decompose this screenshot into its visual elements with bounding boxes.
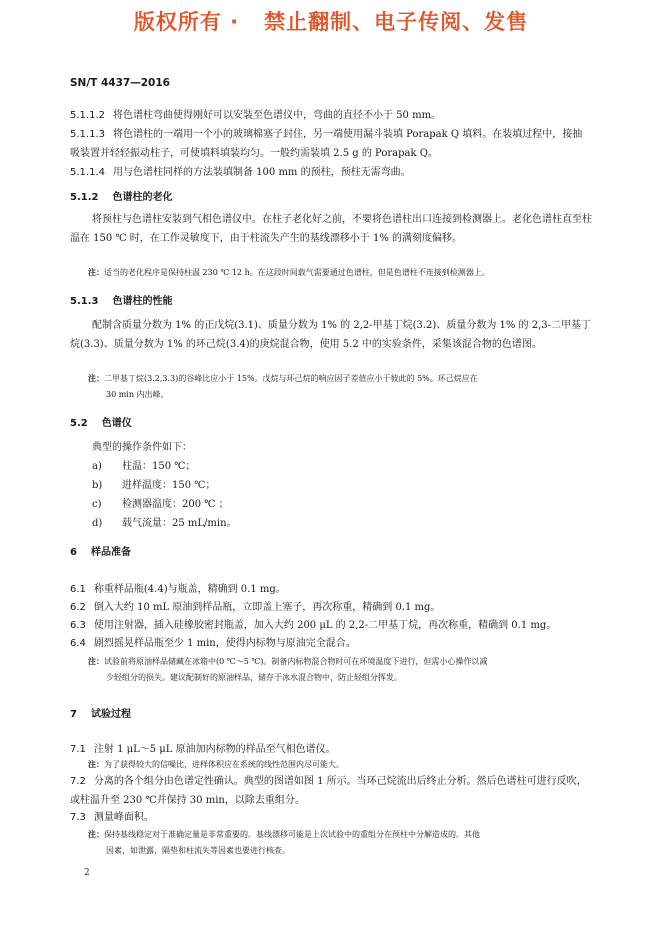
note-text: 二甲基丁烷(3.2,3.3)的谷峰比应小于 15%。戊烷与环己烷的响应因子差值应小于彼此的 5%。环己烷应在: [104, 374, 478, 383]
clause-number: 7.3: [70, 812, 86, 823]
section-number: 5.1.2: [70, 192, 99, 203]
list-text: 载气流量：25 mL/min。: [122, 518, 237, 529]
section-title: 样品准备: [90, 547, 131, 558]
clause-number: 6.2: [70, 602, 86, 613]
clause-number: 6.3: [70, 620, 86, 631]
section-title: 色谱仪: [101, 418, 132, 429]
clause-5-1-1-4: [70, 163, 592, 182]
clause-6-2: [70, 598, 592, 617]
clause-number: 7.1: [70, 744, 86, 755]
clause-number: 5.1.1.2: [70, 110, 105, 121]
clause-text: 将色谱柱弯曲使得刚好可以安装至色谱仪中，弯曲的直径不小于 50 mm。: [113, 110, 442, 121]
paragraph-5-1-2: 将预柱与色谱柱安装到气相色谱仪中。在柱子老化好之前，不要将色谱柱出口连接到检测器上。老化色谱柱直至柱温在 150 ℃ 时，在工作灵敏度下，由于柱流失产生的基线漂移小于 1% 的满刻度偏移。: [70, 214, 592, 244]
standard-code: SN/T 4437—2016: [70, 77, 170, 89]
list-label: b): [92, 480, 103, 491]
note-text: 适当的老化程序是保持柱温 230 ℃ 12 h。在这段时间载气需要通过色谱柱，但是色谱柱不连接到检测器上。: [104, 268, 490, 277]
clause-text: 倒入大约 10 mL 原油到样品瓶，立即盖上塞子，再次称重，精确到 0.1 mg。: [93, 602, 441, 613]
paragraph-5-2-intro: 典型的操作条件如下：: [92, 442, 192, 453]
page-number: 2: [84, 868, 90, 878]
note-7-3-continued: 因素，如泄露，隔垫和柱流失等因素也要进行核查。: [106, 846, 290, 855]
list-item: [70, 514, 592, 533]
clause-text: 使用注射器，插入硅橡胶密封瓶盖，加入大约 200 μL 的 2,2-二甲基丁烷，再次称重，精确到 0.1 mg。: [93, 620, 557, 631]
list-text: 进样温度：150 ℃；: [122, 480, 216, 491]
note-label: 注：: [88, 268, 104, 277]
section-title: 试验过程: [90, 709, 131, 720]
clause-text: 用与色谱柱同样的方法装填制备 100 mm 的预柱，预柱无需弯曲。: [113, 167, 411, 178]
watermark-banner: 版权所有 · 禁止翻制、电子传阅、发售: [133, 10, 529, 34]
clause-number: 6.1: [70, 584, 86, 595]
list-label: c): [92, 499, 102, 510]
clause-text: 剧烈摇晃样品瓶至少 1 min，使得内标物与原油完全混合。: [93, 638, 356, 649]
section-number: 5.2: [70, 418, 88, 429]
clause-text: 测量峰面积。: [93, 812, 154, 823]
paragraph-5-1-3: 配制含质量分数为 1% 的正戊烷(3.1)、质量分数为 1% 的 2,2-甲基丁烷(3.2)、质量分数为 1% 的 2,3-二甲基丁烷(3.3)、质量分数为 1% 的环己烷(3.4)的庚烷混合物，使用 5.2 中的实验条件，采集该混合物的色谱图。: [70, 320, 591, 350]
conditions-list: [70, 457, 592, 533]
section-heading-6: [70, 543, 592, 562]
clause-text: 称重样品瓶(4.4)与瓶盖，精确到 0.1 mg。: [93, 584, 286, 595]
clause-text: 注射 1 μL～5 μL 原油加内标物的样品至气相色谱仪。: [93, 744, 336, 755]
section-number: 6: [70, 547, 77, 558]
note-5-1-2: [70, 265, 610, 280]
note-label: 注：: [88, 760, 104, 769]
note-text: 保持基线稳定对于准确定量是非常重要的。基线漂移可能是上次试验中的重组分在预柱中分解造成的。其他: [104, 830, 480, 839]
note-7-1: [70, 757, 610, 772]
note-6-continued: 少轻组分的损失。建议配制好的原油样品，储存于冰水混合物中，防止轻组分挥发。: [106, 673, 402, 682]
section-title: 色谱柱的性能: [112, 296, 173, 307]
section-heading-5-2: [70, 414, 592, 433]
clause-number: 5.1.1.3: [70, 129, 105, 140]
clause-5-1-1-3: [70, 125, 592, 163]
clause-5-1-1-2: [70, 106, 592, 125]
section-heading-5-1-2: [70, 188, 592, 207]
clause-6-3: [70, 616, 592, 635]
note-label: 注：: [88, 657, 104, 666]
note-label: 注：: [88, 374, 104, 383]
list-item: [70, 495, 592, 514]
section-heading-5-1-3: [70, 292, 592, 311]
list-label: d): [92, 518, 103, 529]
note-label: 注：: [88, 830, 104, 839]
clause-6-1: [70, 580, 592, 599]
list-item: [70, 457, 592, 476]
note-text: 试验前将原油样品储藏在冰箱中(0 ℃～5 ℃)。制备内标物混合物时可在环境温度下进行，但需小心操作以减: [104, 657, 488, 666]
section-number: 7: [70, 709, 77, 720]
clause-6-4: [70, 634, 592, 653]
section-title: 色谱柱的老化: [112, 192, 173, 203]
list-text: 柱温：150 ℃；: [122, 461, 196, 472]
list-item: [70, 476, 592, 495]
note-6: [70, 654, 610, 669]
clause-number: 7.2: [70, 776, 86, 787]
section-heading-7: [70, 705, 592, 724]
clause-number: 5.1.1.4: [70, 167, 105, 178]
clause-text: 将色谱柱的一端用一个小的玻璃棉塞子封住，另一端使用漏斗装填 Porapak Q 填料。在装填过程中，接抽吸装置并轻轻振动柱子，可使填料填装均匀。一般约需装填 2.5 g 的 Porapak Q。: [70, 129, 583, 159]
note-7-3: [70, 827, 610, 842]
clause-number: 6.4: [70, 638, 86, 649]
clause-7-3: [70, 808, 592, 827]
note-5-1-3: [70, 371, 610, 386]
clause-7-2: [70, 772, 592, 810]
clause-text: 分离的各个组分由色谱定性确认。典型的图谱如图 1 所示。当环己烷流出后终止分析。然后色谱柱可进行反吹，或柱温升至 230 ℃并保持 30 min，以除去重组分。: [70, 776, 587, 806]
note-text: 为了获得较大的信噪比，进样体积应在系统的线性范围内尽可能大。: [104, 760, 344, 769]
note-5-1-3-continued: 30 min 内出峰。: [106, 390, 169, 399]
list-text: 检测器温度：200 ℃ ；: [122, 499, 229, 510]
list-label: a): [92, 461, 102, 472]
section-number: 5.1.3: [70, 296, 99, 307]
